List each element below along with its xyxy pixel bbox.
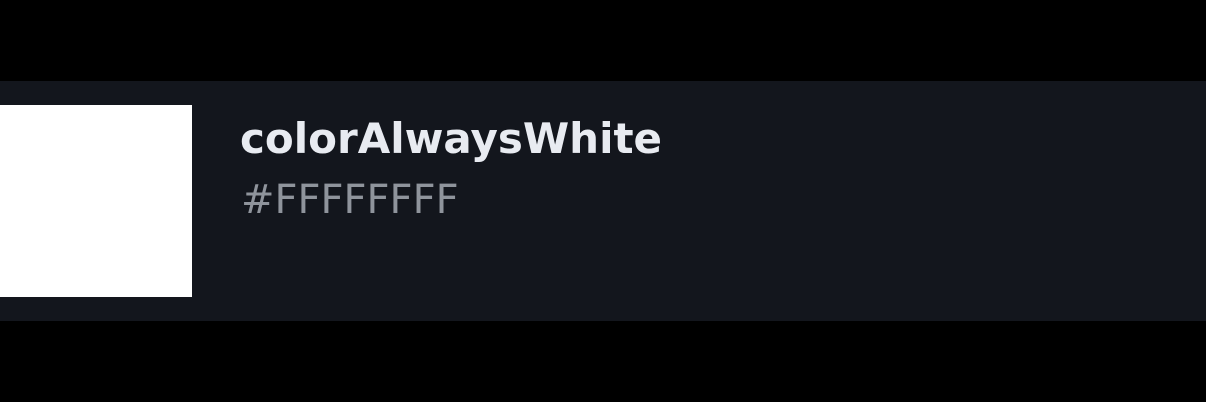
color-token-card — [0, 81, 1206, 321]
color-swatch — [0, 105, 192, 297]
token-name: colorAlwaysWhite — [240, 114, 663, 163]
token-hex-value: #FFFFFFFF — [241, 177, 459, 223]
